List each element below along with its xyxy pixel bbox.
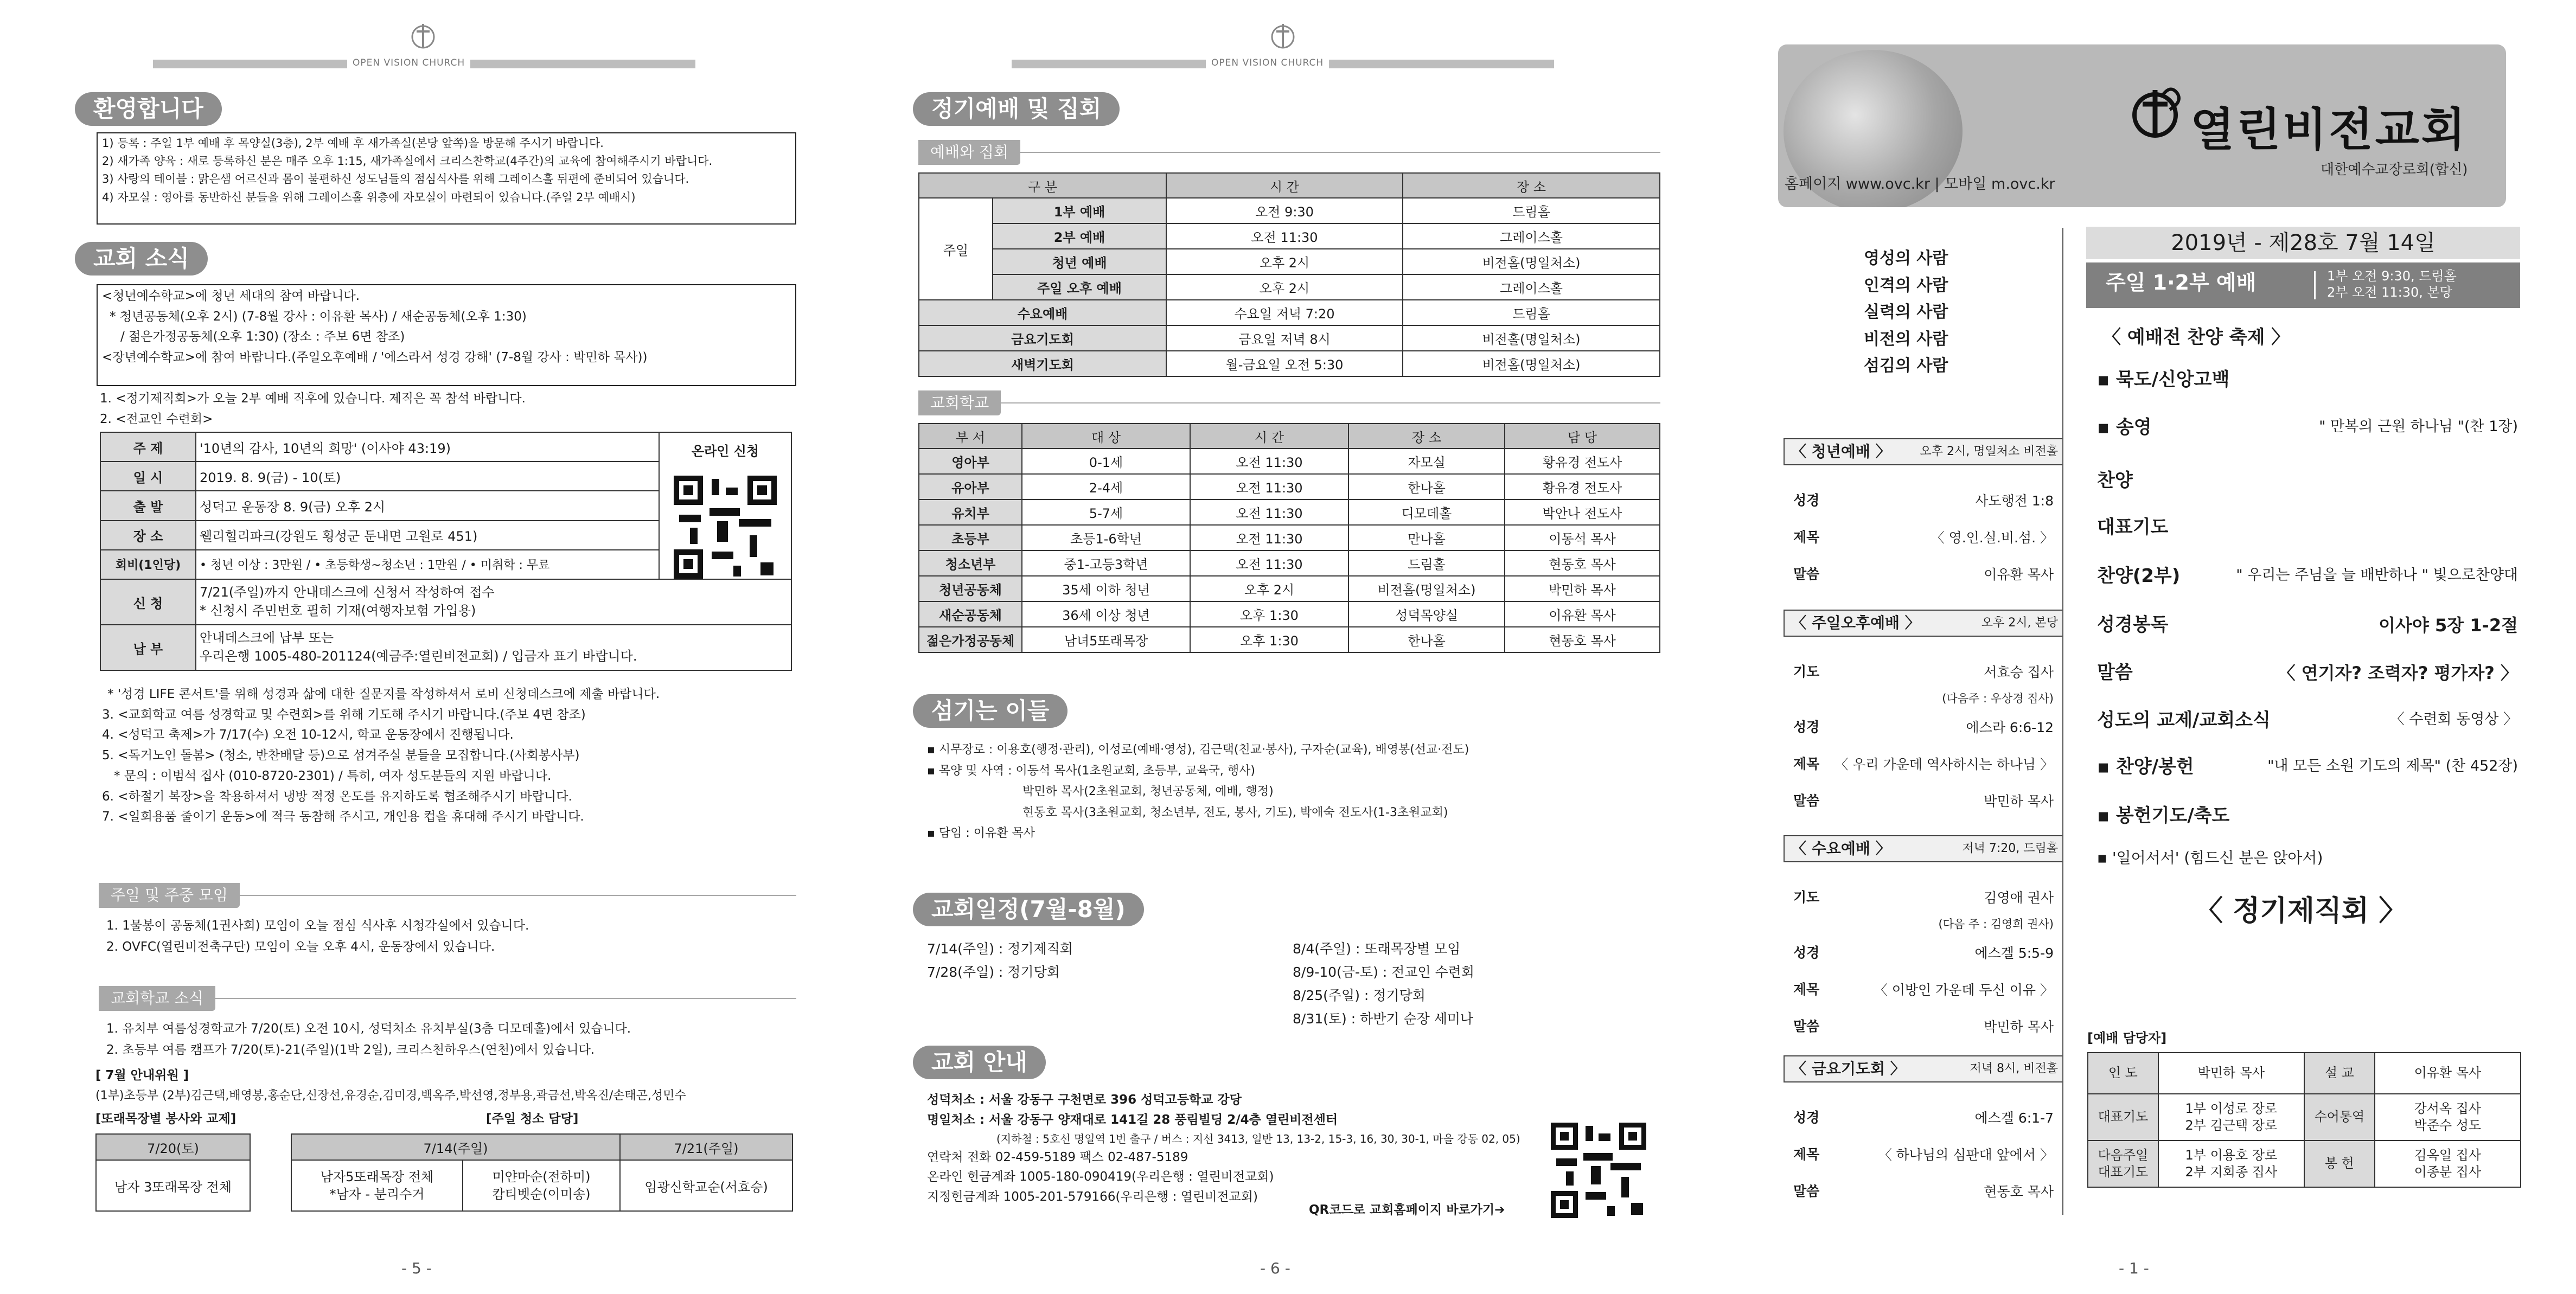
meeting-line: 1. 1물봉이 공동체(1권사회) 모임이 오늘 점심 식사후 시청각실에서 있습니다.	[106, 919, 529, 933]
news-item: 7. <일회용품 줄이기 운동>에 적극 동참해 주시고, 개인용 컵을 휴대해 주시기 바랍니다.	[102, 810, 584, 824]
worship-name: 주일 오후 예배	[993, 274, 1166, 300]
retreat-table	[100, 432, 792, 671]
worship-header: 시 간	[1166, 173, 1403, 198]
service-row-label: 말씀	[1793, 1183, 1820, 1199]
duty-label: [예배 담당자]	[2087, 1030, 2167, 1046]
duty-role: 수어통역	[2304, 1094, 2375, 1141]
duty-person: 김옥일 집사 이종분 집사	[2375, 1141, 2521, 1187]
retreat-value-multi	[196, 625, 791, 670]
school-target: 초등1-6학년	[1022, 525, 1190, 550]
church-logo-icon	[1267, 20, 1299, 52]
worship-name: 1부 예배	[993, 198, 1166, 223]
school-dept: 청소년부	[919, 550, 1022, 576]
welcome-line: 2) 새가족 양육 : 새로 등록하신 분은 매주 오후 1:15, 새가족실에서 크리스찬학교(4주간)의 교육에 참여해주시기 바랍니다.	[102, 155, 713, 168]
schedule-left	[927, 937, 1073, 984]
school-target: 5-7세	[1022, 499, 1190, 525]
worship-place: 그레이스홀	[1403, 274, 1660, 300]
school-place: 자모실	[1348, 449, 1505, 474]
worship-time: 월-금요일 오전 5:30	[1166, 351, 1403, 376]
order-text: "내 모든 소원 기도의 제목" (찬 452장)	[2267, 758, 2518, 774]
school-leader: 이동석 목사	[1505, 525, 1660, 550]
meeting-line: 2. OVFC(열린비전축구단) 모임이 오늘 오후 4시, 운동장에서 있습니다.	[106, 940, 495, 955]
service-tag	[1784, 835, 2062, 862]
denomination: 대한예수교장로회(합신)	[2321, 162, 2468, 178]
school-dept: 유치부	[919, 499, 1022, 525]
guide-line: 명일처소 : 서울 강동구 양재대로 141길 28 풍림빌딩 2/4층 열린비전센터	[927, 1112, 1338, 1127]
order-label: 말씀	[2097, 662, 2133, 683]
order-label: 〈 예배전 찬양 축제 〉	[2102, 326, 2290, 348]
school-dept: 청년공동체	[919, 576, 1022, 601]
service-row-value: 〈 영.인.실.비.섬. 〉	[1931, 530, 2054, 546]
header-text: OPEN VISION CHURCH	[347, 57, 470, 68]
worship-name: 금요기도회	[919, 325, 1166, 351]
worship-time: 오전 11:30	[1166, 223, 1403, 249]
service-row-value: 〈 이방인 가운데 두신 이유 〉	[1874, 982, 2054, 998]
service-row-label: 기도	[1793, 889, 1820, 905]
youth-list	[102, 286, 648, 368]
youth-line: * 청년공동체(오후 2시) (7-8월 강사 : 이유환 목사) / 새순공동체(오후 1:30)	[110, 309, 527, 324]
duty-value: 남자5또래목장 전체	[320, 1169, 434, 1184]
worship-name: 새벽기도회	[919, 351, 1166, 376]
column-divider	[2062, 228, 2063, 1215]
school-dept: 새순공동체	[919, 601, 1022, 627]
retreat-value: '10년의 감사, 10년의 희망' (이사야 43:19)	[196, 432, 659, 462]
july-guides-line: (1부)초등부 (2부)김근택,배영봉,홍순단,신장선,유경순,김미경,백옥주,박선영,정부용,곽금선,박옥진/손태곤,성민수	[95, 1089, 686, 1103]
welcome-title: 환영합니다	[75, 92, 222, 126]
worship-title: 정기예배 및 집회	[913, 92, 1120, 126]
church-name: 열린비전교회	[2190, 103, 2468, 156]
school-time: 오후 1:30	[1190, 627, 1348, 652]
service-time: 오후 2시, 본당	[1981, 616, 2058, 630]
school-news-line: 2. 초등부 여름 캠프가 7/20(토)-21(주일)(1박 2일), 크리스천하우스(연천)에서 있습니다.	[106, 1043, 595, 1058]
service-row-label: 제목	[1793, 982, 1820, 997]
servant-line: 현동호 목사(3초원교회, 청소년부, 전도, 봉사, 기도), 박애숙 전도사(1-3초원교회)	[1022, 805, 1448, 819]
worship-header: 장 소	[1403, 173, 1660, 198]
retreat-key: 장 소	[100, 521, 196, 550]
service-row-label: 말씀	[1793, 1018, 1820, 1034]
service-row-label: 제목	[1793, 756, 1820, 772]
duty-value: 캄티벳순(이미송)	[492, 1187, 591, 1202]
retreat-value-2: 우리은행 1005-480-201124(예금주:열린비전교회) / 입금자 표기 바랍니다.	[200, 649, 637, 664]
school-row	[919, 627, 1660, 652]
school-target: 남녀5또래목장	[1022, 627, 1190, 652]
school-target: 2-4세	[1022, 474, 1190, 499]
value-item: 인격의 사람	[1864, 276, 1948, 295]
service-name: 〈 주일오후예배 〉	[1791, 614, 1920, 632]
church-logo-icon	[407, 20, 439, 52]
duty-value: 미얀마순(전하미)	[492, 1169, 591, 1184]
retreat-key: 일 시	[100, 462, 196, 491]
school-target: 0-1세	[1022, 449, 1190, 474]
duty-date: 7/21(주일)	[620, 1134, 792, 1160]
guide-line: 지정헌금계좌 1005-201-579166(우리은행 : 열린비전교회)	[927, 1190, 1258, 1205]
service-name: 〈 금요기도회 〉	[1791, 1060, 1906, 1078]
school-time: 오전 11:30	[1190, 550, 1348, 576]
service-time: 오후 2시, 명일처소 비전홀	[1920, 445, 2058, 458]
duty-person: 박민하 목사	[2158, 1053, 2304, 1094]
page-number: - 5 -	[401, 1259, 432, 1277]
service-row-value: 김영애 권사	[1984, 890, 2054, 906]
worship-time: 오후 2시	[1166, 274, 1403, 300]
school-time: 오전 11:30	[1190, 525, 1348, 550]
worship-time: 오전 9:30	[1166, 198, 1403, 223]
service-time: 저녁 7:20, 드림홀	[1962, 842, 2058, 855]
school-leader: 박안나 전도사	[1505, 499, 1660, 525]
worship-row	[919, 274, 1660, 300]
service-row-value: 에스라 6:6-12	[1966, 720, 2054, 735]
servants-title: 섬기는 이들	[913, 694, 1068, 728]
order-label: 성도의 교제/교회소식	[2097, 709, 2271, 731]
school-place: 드림홀	[1348, 550, 1505, 576]
guide-title: 교회 안내	[913, 1046, 1046, 1079]
service-row-label: 성경	[1793, 492, 1820, 508]
schedule-item: 7/28(주일) : 정기당회	[927, 964, 1060, 980]
retreat-value: 7/21(주일)까지 안내데스크에 신청서 작성하여 접수	[200, 585, 495, 600]
service-tag	[1784, 438, 2062, 465]
values-list	[1864, 245, 1948, 380]
school-row	[919, 576, 1660, 601]
service-row-value: (다음 주 : 김영희 권사)	[1938, 918, 2054, 931]
servant-line: ▪ 담임 : 이유환 목사	[927, 827, 1035, 840]
header-text: OPEN VISION CHURCH	[1206, 57, 1329, 68]
page-number: - 1 -	[2119, 1259, 2149, 1277]
news-item: 6. <하절기 복장>을 착용하셔서 냉방 적정 온도를 유지하도록 협조해주시기 바랍니다.	[102, 789, 572, 804]
school-time: 오전 11:30	[1190, 449, 1348, 474]
school-header: 대 상	[1022, 424, 1190, 449]
worship-time: 수요일 저녁 7:20	[1166, 300, 1403, 325]
retreat-value: 웰리힐리파크(강원도 횡성군 둔내면 고원로 451)	[196, 521, 659, 550]
news-title: 교회 소식	[75, 242, 208, 276]
worship-duty-table	[2087, 1052, 2521, 1188]
worship-place: 그레이스홀	[1403, 223, 1660, 249]
retreat-key: 출 발	[100, 491, 196, 520]
duty-person: 1부 이용호 장로 2부 지회종 집사	[2158, 1141, 2304, 1187]
youth-line: / 젊은가정공동체(오후 1:30) (장소 : 주보 6면 참조)	[120, 330, 405, 344]
welcome-line: 1) 등록 : 주일 1부 예배 후 목양실(3층), 2부 예배 후 새가족실(본당 앞쪽)을 방문해 주시기 바랍니다.	[102, 137, 604, 150]
school-time: 오후 1:30	[1190, 601, 1348, 627]
school-row	[919, 525, 1660, 550]
value-item: 영성의 사람	[1864, 249, 1948, 268]
service-row-label: 성경	[1793, 719, 1820, 735]
duty-person: 이유환 목사	[2375, 1053, 2521, 1094]
school-row	[919, 601, 1660, 627]
duty-role: 인 도	[2088, 1053, 2158, 1094]
retreat-key: 회비(1인당)	[100, 550, 196, 579]
duty-role: 봉 헌	[2304, 1141, 2375, 1187]
service-row-label: 제목	[1793, 1146, 1820, 1162]
weekly-meetings-tab: 주일 및 주중 모임	[99, 883, 240, 908]
worship-name: 수요예배	[919, 300, 1166, 325]
school-place: 비전홀(명일처소)	[1348, 576, 1505, 601]
guide-line: 성덕처소 : 서울 강동구 구천면로 396 성덕고등학교 강당	[927, 1093, 1242, 1107]
order-text: 〈 수련회 동영상 〉	[2389, 711, 2518, 728]
worship-row	[919, 351, 1660, 376]
online-apply-label: 온라인 신청	[691, 444, 759, 459]
order-text: " 우리는 주님을 늘 배반하나 " 빛으로찬양대	[2236, 567, 2518, 584]
school-row	[919, 449, 1660, 474]
weekly-meetings-list	[106, 915, 529, 958]
retreat-value: 안내데스크에 납부 또는	[200, 630, 334, 646]
retreat-value: 성덕고 운동장 8. 9(금) 오후 2시	[196, 491, 659, 520]
service-row-value: 이유환 목사	[1984, 567, 2054, 582]
service-row-value: 에스겔 6:1-7	[1974, 1110, 2054, 1126]
worship-name: 청년 예배	[993, 249, 1166, 274]
school-leader: 현동호 목사	[1505, 627, 1660, 652]
servant-line: 박민하 목사(2초원교회, 청년공동체, 예배, 행정)	[1022, 785, 1274, 798]
welcome-line: 4) 자모실 : 영아를 동반하신 분들을 위해 그레이스홀 위층에 자모실이 마련되어 있습니다.(주일 2부 예배시)	[102, 190, 636, 204]
duty-role: 대표기도	[2088, 1094, 2158, 1141]
item-2: 2. <전교인 수련회>	[100, 412, 213, 426]
worship-place: 드림홀	[1403, 198, 1660, 223]
servant-line: ▪ 목양 및 사역 : 이동석 목사(1초원교회, 초등부, 교육국, 행사)	[927, 764, 1255, 778]
school-header: 담 당	[1505, 424, 1660, 449]
order-label: 찬양(2부)	[2097, 565, 2181, 587]
cover-banner	[1778, 44, 2506, 207]
order-label: ▪ 찬양/봉헌	[2097, 756, 2194, 778]
order-text: " 만복의 근원 하나님 "(찬 1장)	[2319, 418, 2518, 435]
school-dept: 영아부	[919, 449, 1022, 474]
worship-place: 드림홀	[1403, 300, 1660, 325]
schedule-item: 7/14(주일) : 정기제직회	[927, 941, 1073, 957]
value-item: 섬김의 사람	[1864, 356, 1948, 375]
school-place: 한나홀	[1348, 474, 1505, 499]
worship-row	[919, 198, 1660, 223]
guide-list	[927, 1090, 1520, 1207]
school-row	[919, 474, 1660, 499]
school-time: 오전 11:30	[1190, 474, 1348, 499]
school-dept: 젊은가정공동체	[919, 627, 1022, 652]
school-place: 한나홀	[1348, 627, 1505, 652]
school-row	[919, 499, 1660, 525]
school-header: 시 간	[1190, 424, 1348, 449]
duty-left-table	[95, 1133, 251, 1212]
worship-name: 2부 예배	[993, 223, 1166, 249]
duty-person: 강서옥 집사 박준수 성도	[2375, 1094, 2521, 1141]
schedule-right	[1293, 937, 1474, 1030]
schedule-item: 8/25(주일) : 정기당회	[1293, 988, 1426, 1003]
school-dept: 유아부	[919, 474, 1022, 499]
guide-line: (지하철 : 5호선 명일역 1번 출구 / 버스 : 지선 3413, 일반 13, 13-2, 15-3, 16, 30, 30-1, 마을 강동 02, 05)	[996, 1132, 1520, 1145]
retreat-key: 납 부	[100, 625, 196, 670]
duty-left-label: [또래목장별 봉사와 교제]	[95, 1112, 236, 1126]
youth-line: <청년예수학교>에 청년 세대의 참여 바랍니다.	[102, 289, 360, 303]
duty-value: 남자 3또래목장 전체	[96, 1160, 250, 1211]
youth-line: <장년예수학교>에 참여 바랍니다.(주일오후예배 / '에스라서 성경 강해' (7-8월 강사 : 박민하 목사))	[102, 350, 648, 365]
service-time: 저녁 8시, 비전홀	[1970, 1062, 2058, 1075]
duty-cell	[463, 1160, 620, 1211]
duty-value: *남자 - 분리수거	[329, 1187, 425, 1202]
school-news-tab: 교회학교 소식	[99, 986, 215, 1011]
order-label: ▪ '일어서서' (힘드신 분은 앉아서)	[2097, 849, 2323, 867]
retreat-value: • 청년 이상 : 3만원 / • 초등학생~청소년 : 1만원 / • 미취학 : 무료	[196, 550, 659, 579]
meeting-title: 〈 정기제직회 〉	[2195, 895, 2407, 927]
welcome-list	[102, 134, 712, 207]
service-row-label: 말씀	[1793, 566, 1820, 582]
value-item: 비전의 사람	[1864, 329, 1948, 349]
news-item: 4. <성덕고 축제>가 7/17(수) 오전 10-12시, 학교 운동장에서 진행됩니다.	[102, 728, 514, 742]
school-time: 오전 11:30	[1190, 499, 1348, 525]
worship-row	[919, 325, 1660, 351]
duty-row	[2088, 1053, 2521, 1094]
news-item: * '성경 LIFE 콘서트'를 위해 성경과 삶에 대한 질문지를 작성하셔서 로비 신청데스크에 제출 바랍니다.	[107, 687, 660, 701]
worship-row	[919, 300, 1660, 325]
duty-date: 7/20(토)	[96, 1134, 250, 1160]
worship-time: 금요일 저녁 8시	[1166, 325, 1403, 351]
schedule-item: 8/9-10(금-토) : 전교인 수련회	[1293, 964, 1475, 980]
worship-sub-tab: 예배와 집회	[918, 140, 1020, 165]
homepage-info: 홈페이지 www.ovc.kr | 모바일 m.ovc.kr	[1785, 176, 2055, 193]
schedule-title: 교회일정(7월-8월)	[913, 893, 1144, 926]
school-row	[919, 550, 1660, 576]
schedule-item: 8/4(주일) : 또래목장별 모임	[1293, 941, 1461, 957]
order-label: ▪ 송영	[2097, 417, 2152, 438]
retreat-value-2: * 신청시 주민번호 필히 기재(여행자보험 가입용)	[200, 603, 476, 618]
guide-line: 연락처 전화 02-459-5189 팩스 02-487-5189	[927, 1150, 1188, 1164]
school-leader: 황유경 전도사	[1505, 474, 1660, 499]
service-row-value: 〈 하나님의 심판대 앞에서 〉	[1878, 1147, 2054, 1163]
divider	[918, 402, 1660, 403]
worship-group-label: 주일	[919, 198, 993, 300]
service-name: 〈 수요예배 〉	[1791, 840, 1891, 857]
service-tag	[1784, 610, 2062, 637]
welcome-line: 3) 사랑의 테이블 : 맑은샘 어르신과 몸이 불편하신 성도님들의 점심식사를 위해 그레이스홀 뒤편에 준비되어 있습니다.	[102, 172, 689, 186]
service-name: 〈 청년예배 〉	[1791, 443, 1891, 460]
service-row-label: 성경	[1793, 945, 1820, 960]
school-target: 중1-고등3학년	[1022, 550, 1190, 576]
school-place: 디모데홀	[1348, 499, 1505, 525]
service-row-label: 성경	[1793, 1110, 1820, 1125]
duty-role: 다음주일 대표기도	[2088, 1141, 2158, 1187]
july-guides-title: [ 7월 안내위원 ]	[95, 1068, 189, 1082]
service-row-value: 〈 우리 가운데 역사하시는 하나님 〉	[1834, 757, 2054, 772]
news-item: 3. <교회학교 여름 성경학교 및 수련회>를 위해 기도해 주시기 바랍니다.(주보 4면 참조)	[102, 707, 586, 722]
school-news-list	[106, 1018, 631, 1061]
worship-time: 오후 2시	[1166, 249, 1403, 274]
church-logo-icon	[2125, 82, 2185, 142]
school-leader: 현동호 목사	[1505, 550, 1660, 576]
school-header: 부 서	[919, 424, 1022, 449]
service-time: 1부 오전 9:30, 드림홀	[2327, 268, 2457, 284]
value-item: 실력의 사람	[1864, 303, 1948, 322]
retreat-value-multi	[196, 579, 791, 625]
qr-code-icon[interactable]	[1551, 1123, 1646, 1218]
order-label: 성경봉독	[2097, 614, 2169, 636]
school-target: 36세 이상 청년	[1022, 601, 1190, 627]
servants-list	[927, 740, 1469, 844]
school-leader: 황유경 전도사	[1505, 449, 1660, 474]
news-item: 5. <독거노인 돌봄> (청소, 반찬배달 등)으로 섬겨주실 분들을 모집합니다.(사회봉사부)	[102, 748, 580, 763]
item-1: 1. <정기제직회>가 오늘 2부 예배 직후에 있습니다. 제직은 꼭 참석 바랍니다.	[100, 392, 526, 406]
retreat-key: 신 청	[100, 579, 196, 625]
school-dept: 초등부	[919, 525, 1022, 550]
servant-line: ▪ 시무장로 : 이용호(행정·관리), 이성로(예배·영성), 김근택(친교·봉사), 구자순(교육), 배영봉(선교·전도)	[927, 743, 1469, 757]
order-label: 대표기도	[2097, 516, 2169, 538]
service-label: 주일 1·2부 예배	[2106, 271, 2257, 294]
service-row-value: 서효승 집사	[1984, 664, 2054, 680]
order-text: 〈 연기자? 조력자? 평가자? 〉	[2278, 663, 2518, 683]
duty-cell	[291, 1160, 463, 1211]
worship-place: 비전홀(명일처소)	[1403, 351, 1660, 376]
worship-row	[919, 249, 1660, 274]
worship-place: 비전홀(명일처소)	[1403, 249, 1660, 274]
qr-code-icon[interactable]	[674, 476, 777, 579]
service-row-value: 사도행전 1:8	[1975, 493, 2054, 509]
duty-value: 임광신학교순(서효승)	[620, 1160, 792, 1211]
worship-header: 구 분	[919, 173, 1166, 198]
school-sub-tab: 교회학교	[918, 390, 1001, 415]
school-place: 만나홀	[1348, 525, 1505, 550]
page-5	[0, 0, 850, 1294]
service-row-label: 제목	[1793, 529, 1820, 545]
duty-person: 1부 이성로 장로 2부 김근택 장로	[2158, 1094, 2304, 1141]
worship-row	[919, 223, 1660, 249]
duty-row	[2088, 1141, 2521, 1187]
order-label: ▪ 봉헌기도/축도	[2097, 805, 2230, 827]
schedule-item: 8/31(토) : 하반기 순장 세미나	[1293, 1011, 1474, 1027]
school-news-line: 1. 유치부 여름성경학교가 7/20(토) 오전 10시, 성덕처소 유치부실(3층 디모데홀)에서 있습니다.	[106, 1022, 631, 1036]
worship-table	[918, 172, 1660, 377]
service-row-value: 에스겔 5:5-9	[1974, 945, 2054, 961]
service-tag	[1784, 1055, 2062, 1082]
online-apply-cell	[659, 432, 791, 579]
service-row-value: 박민하 목사	[1984, 793, 2054, 809]
service-bar	[2086, 262, 2520, 308]
news-items	[102, 684, 660, 828]
duty-date: 7/14(주일)	[291, 1134, 620, 1160]
school-header: 장 소	[1348, 424, 1505, 449]
service-sep	[2314, 271, 2316, 299]
worship-place: 비전홀(명일처소)	[1403, 325, 1660, 351]
service-row-value: (다음주 : 우상경 집사)	[1942, 692, 2054, 705]
service-row-label: 기도	[1793, 664, 1820, 680]
order-label: ▪ 묵도/신앙고백	[2097, 369, 2230, 390]
guide-line: 온라인 헌금계좌 1005-180-090419(우리은행 : 열린비전교회)	[927, 1170, 1274, 1184]
duty-right-table	[291, 1133, 793, 1212]
school-table	[918, 423, 1660, 653]
service-row-label: 말씀	[1793, 793, 1820, 809]
news-item: * 문의 : 이범석 집사 (010-8720-2301) / 특히, 여자 성도분들의 지원 바랍니다.	[114, 768, 552, 783]
service-times	[2327, 268, 2457, 300]
retreat-value: 2019. 8. 9(금) - 10(토)	[196, 462, 659, 491]
school-target: 35세 이하 청년	[1022, 576, 1190, 601]
school-time: 오후 2시	[1190, 576, 1348, 601]
school-place: 성덕목양실	[1348, 601, 1505, 627]
school-leader: 박민하 목사	[1505, 576, 1660, 601]
retreat-key: 주 제	[100, 432, 196, 462]
order-label: 찬양	[2097, 470, 2133, 491]
order-text: 이사야 5장 1-2절	[2379, 615, 2518, 636]
page-number: - 6 -	[1260, 1259, 1290, 1277]
issue-date: 2019년 - 제28호 7월 14일	[2086, 227, 2520, 259]
duty-row	[2088, 1094, 2521, 1141]
service-row-value: 박민하 목사	[1984, 1019, 2054, 1035]
qr-caption: QR코드로 교회홈페이지 바로가기➔	[1309, 1203, 1505, 1217]
service-time: 2부 오전 11:30, 본당	[2327, 285, 2452, 300]
page-1	[1717, 0, 2576, 1294]
service-row-value: 현동호 목사	[1984, 1184, 2054, 1200]
duty-role: 설 교	[2304, 1053, 2375, 1094]
duty-right-label: [주일 청소 담당]	[486, 1112, 579, 1126]
school-leader: 이유환 목사	[1505, 601, 1660, 627]
divider	[918, 152, 1660, 153]
page-6	[859, 0, 1709, 1294]
